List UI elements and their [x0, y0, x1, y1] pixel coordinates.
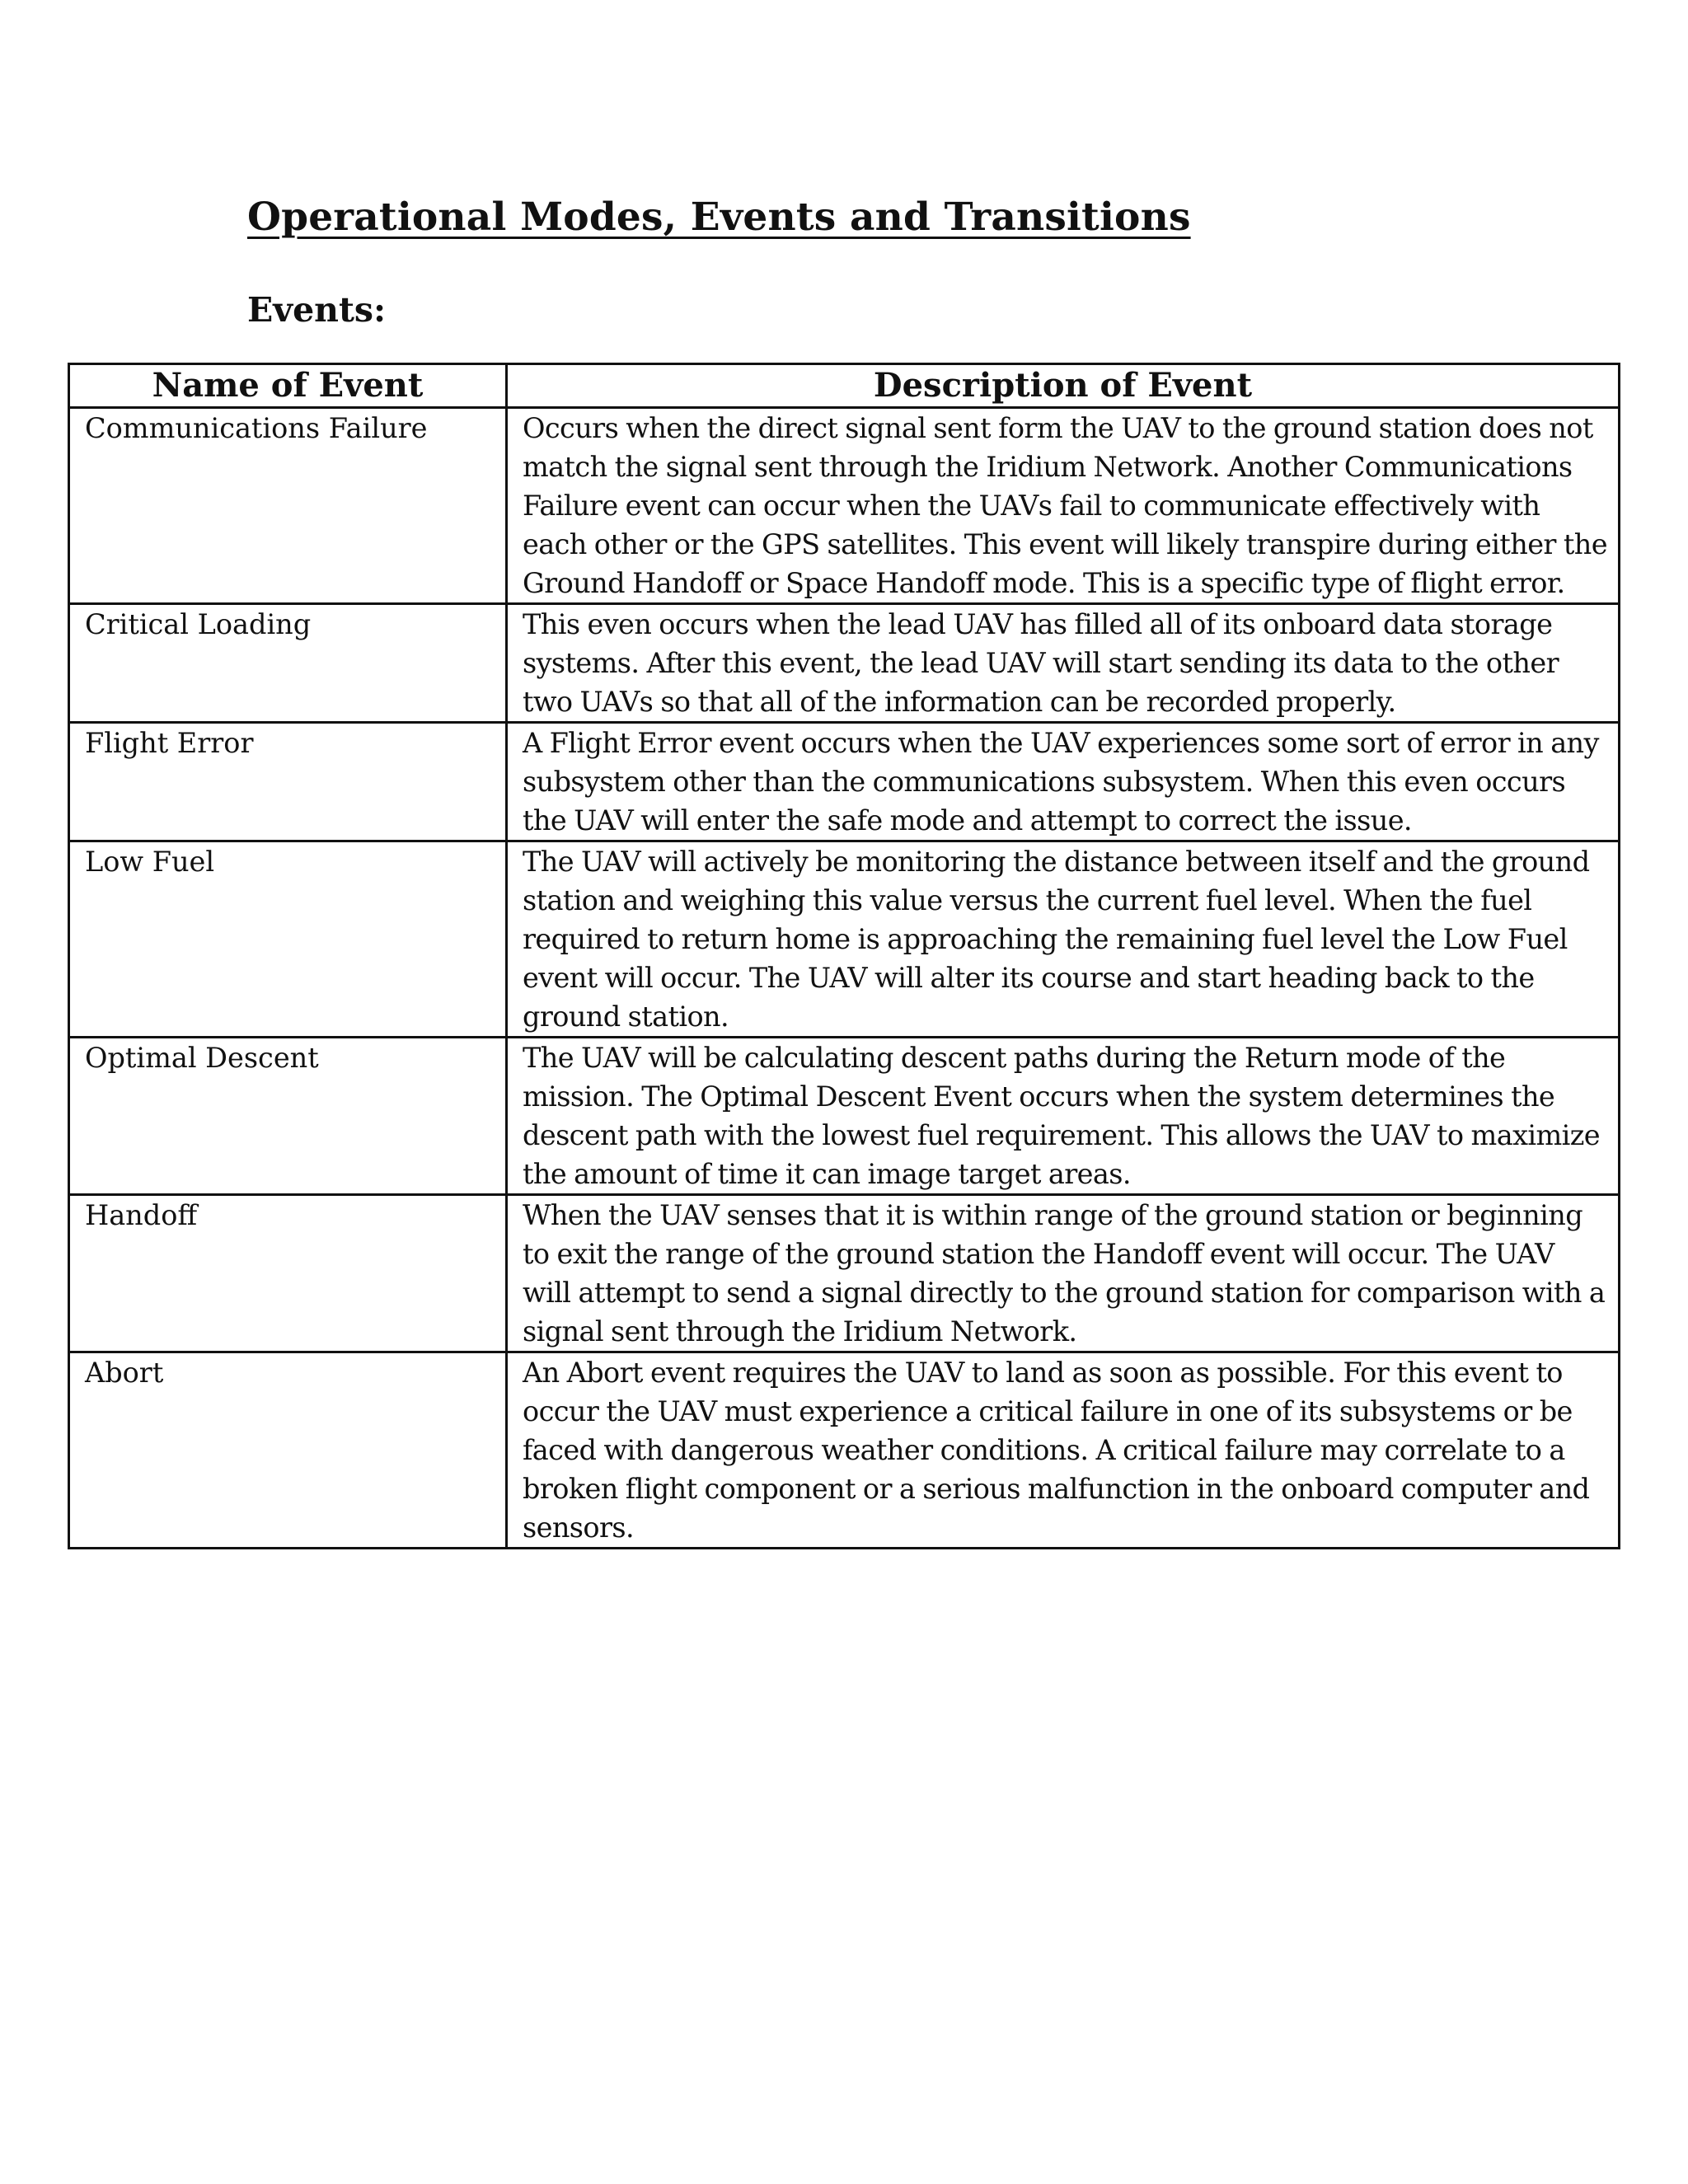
page-title: Operational Modes, Events and Transitions: [247, 194, 1191, 240]
section-heading-events: Events:: [247, 290, 387, 330]
event-name: Low Fuel: [69, 841, 507, 1038]
event-name: Communications Failure: [69, 408, 507, 604]
event-description: A Flight Error event occurs when the UAV experiences some sort of error in any subsystem other than the communications subsystem. When this even occurs the UAV will enter the safe mode and attempt to correct the issue.: [507, 723, 1620, 841]
event-name: Flight Error: [69, 723, 507, 841]
event-description: The UAV will actively be monitoring the distance between itself and the ground station and weighing this value versus the current fuel level. When the fuel required to return home is approaching the remaining fuel level the Low Fuel event will occur. The UAV will alter its course and start heading back to the ground station.: [507, 841, 1620, 1038]
events-table: [68, 363, 1620, 1549]
table-row: [69, 1195, 1620, 1352]
table-row: [69, 604, 1620, 723]
event-description: This even occurs when the lead UAV has filled all of its onboard data storage systems. After this event, the lead UAV will start sending its data to the other two UAVs so that all of the information can be recorded properly.: [507, 604, 1620, 723]
event-description: When the UAV senses that it is within range of the ground station or beginning to exit the range of the ground station the Handoff event will occur. The UAV will attempt to send a signal directly to the ground station for comparison with a signal sent through the Iridium Network.: [507, 1195, 1620, 1352]
table-row: [69, 723, 1620, 841]
table-row: [69, 1038, 1620, 1195]
table-row: [69, 841, 1620, 1038]
event-description: An Abort event requires the UAV to land as soon as possible. For this event to occur the UAV must experience a critical failure in one of its subsystems or be faced with dangerous weather conditions. A critical failure may correlate to a broken flight component or a serious malfunction in the onboard computer and sensors.: [507, 1352, 1620, 1549]
event-name: Critical Loading: [69, 604, 507, 723]
event-name: Handoff: [69, 1195, 507, 1352]
event-description: The UAV will be calculating descent paths during the Return mode of the mission. The Optimal Descent Event occurs when the system determines the descent path with the lowest fuel requirement. This allows the UAV to maximize the amount of time it can image target areas.: [507, 1038, 1620, 1195]
column-header-name: Name of Event: [69, 364, 507, 408]
column-header-description: Description of Event: [507, 364, 1620, 408]
event-name: Optimal Descent: [69, 1038, 507, 1195]
table-row: [69, 408, 1620, 604]
table-row: [69, 1352, 1620, 1549]
event-description: Occurs when the direct signal sent form the UAV to the ground station does not match the signal sent through the Iridium Network. Another Communications Failure event can occur when the UAVs fail to communicate effectively with each other or the GPS satellites. This event will likely transpire during either the Ground Handoff or Space Handoff mode. This is a specific type of flight error.: [507, 408, 1620, 604]
table-header-row: [69, 364, 1620, 408]
event-name: Abort: [69, 1352, 507, 1549]
